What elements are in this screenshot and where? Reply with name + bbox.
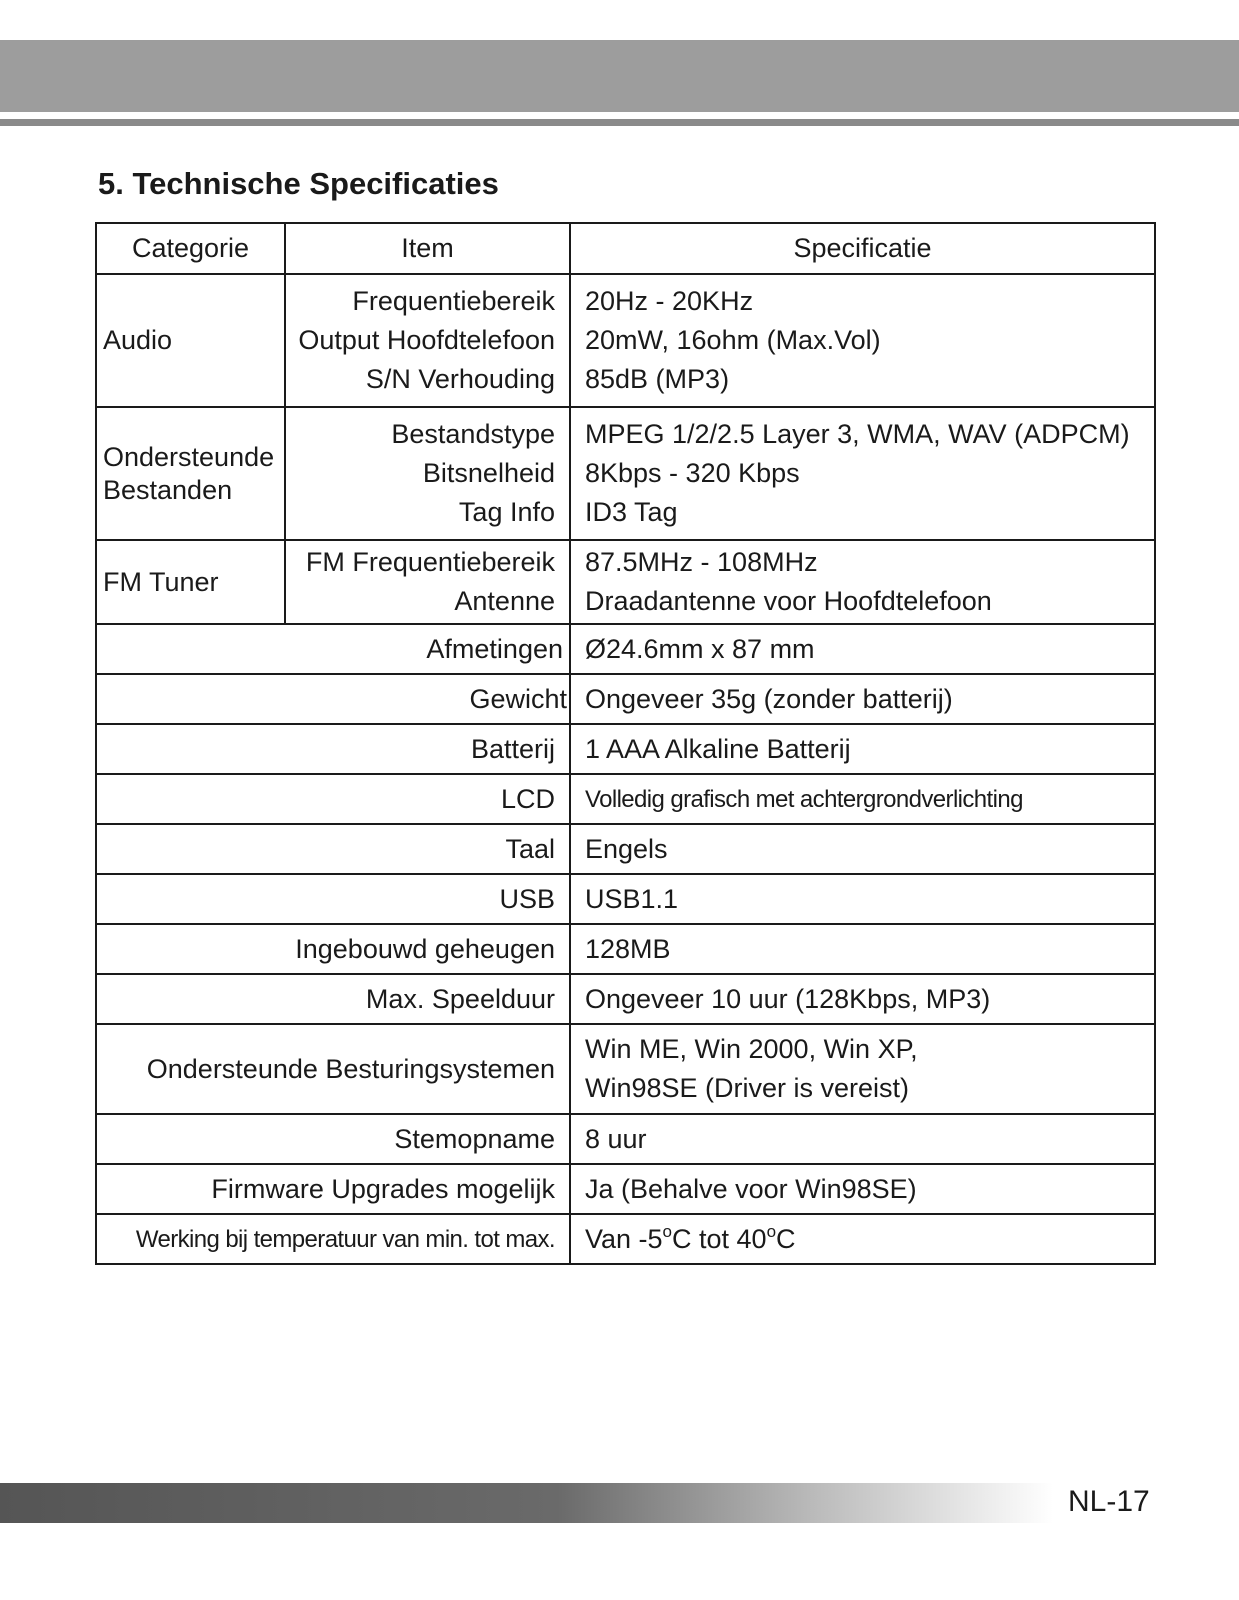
spec-value: MPEG 1/2/2.5 Layer 3, WMA, WAV (ADPCM) — [585, 419, 1130, 449]
item-label: Bestandstype — [391, 419, 555, 449]
item-label: Batterij — [96, 724, 570, 774]
column-header-category: Categorie — [96, 223, 285, 274]
spec-value: USB1.1 — [570, 874, 1155, 924]
column-header-spec: Specificatie — [570, 223, 1155, 274]
table-row — [96, 774, 1155, 824]
category-files — [96, 407, 285, 540]
footer-band — [0, 1483, 1239, 1523]
spec-value: 85dB (MP3) — [585, 364, 730, 394]
spec-value: Ø24.6mm x 87 mm — [570, 624, 1155, 674]
table-row — [96, 624, 1155, 674]
item-cell — [285, 540, 570, 624]
item-label: Gewicht — [96, 674, 570, 724]
spec-table — [95, 222, 1156, 1265]
category-line: Bestanden — [103, 474, 233, 505]
spec-value: 87.5MHz - 108MHz — [585, 547, 818, 577]
spec-value: ID3 Tag — [585, 497, 678, 527]
spec-cell — [570, 407, 1155, 540]
table-row — [96, 824, 1155, 874]
table-row — [96, 974, 1155, 1024]
item-label: USB — [96, 874, 570, 924]
table-row — [96, 1164, 1155, 1214]
spec-value: 8Kbps - 320 Kbps — [585, 458, 800, 488]
table-row — [96, 674, 1155, 724]
item-label: Antenne — [454, 586, 555, 616]
item-cell — [285, 407, 570, 540]
spec-value: Draadantenne voor Hoofdtelefoon — [585, 586, 992, 616]
table-row — [96, 874, 1155, 924]
table-row — [96, 924, 1155, 974]
item-label: Output Hoofdtelefoon — [298, 325, 555, 355]
table-row-audio — [96, 274, 1155, 407]
table-row-files — [96, 407, 1155, 540]
item-label: Afmetingen — [96, 624, 570, 674]
item-label: S/N Verhouding — [365, 364, 555, 394]
degree-sign: o — [766, 1221, 777, 1241]
spec-value: Volledig grafisch met achtergrondverlichting — [570, 774, 1155, 824]
category-audio: Audio — [96, 274, 285, 407]
item-label: Ondersteunde Besturingsystemen — [96, 1024, 570, 1114]
spec-value: 1 AAA Alkaline Batterij — [570, 724, 1155, 774]
item-label: Max. Speelduur — [96, 974, 570, 1024]
item-label: Taal — [96, 824, 570, 874]
table-row — [96, 1114, 1155, 1164]
spec-cell — [570, 540, 1155, 624]
spec-value: Ongeveer 35g (zonder batterij) — [570, 674, 1155, 724]
table-row-fm-tuner — [96, 540, 1155, 624]
spec-value: 128MB — [570, 924, 1155, 974]
spec-value: Engels — [570, 824, 1155, 874]
item-label: Stemopname — [96, 1114, 570, 1164]
spec-cell — [570, 274, 1155, 407]
item-cell — [285, 274, 570, 407]
spec-text: C — [776, 1223, 796, 1254]
page-number: NL-17 — [1068, 1485, 1150, 1518]
header-band — [0, 40, 1239, 112]
table-header-row — [96, 223, 1155, 274]
table-row — [96, 1214, 1155, 1264]
item-label: Firmware Upgrades mogelijk — [96, 1164, 570, 1214]
spec-line: Win98SE (Driver is vereist) — [585, 1073, 910, 1103]
category-line: Ondersteunde — [103, 441, 275, 472]
spec-line: Win ME, Win 2000, Win XP, — [585, 1034, 918, 1064]
spec-value: 20mW, 16ohm (Max.Vol) — [585, 325, 881, 355]
category-fm-tuner: FM Tuner — [96, 540, 285, 624]
spec-value — [570, 1214, 1155, 1264]
spec-value: Ja (Behalve voor Win98SE) — [570, 1164, 1155, 1214]
header-rule — [0, 119, 1239, 126]
spec-text: Van -5 — [585, 1223, 663, 1254]
spec-value: 8 uur — [570, 1114, 1155, 1164]
spec-value — [570, 1024, 1155, 1114]
item-label: Frequentiebereik — [352, 286, 555, 316]
column-header-item: Item — [285, 223, 570, 274]
spec-text: C tot 40 — [672, 1223, 767, 1254]
page-title: 5. Technische Specificaties — [98, 166, 499, 201]
item-label: LCD — [96, 774, 570, 824]
degree-sign: o — [662, 1221, 673, 1241]
item-label: Ingebouwd geheugen — [96, 924, 570, 974]
item-label: Bitsnelheid — [422, 458, 555, 488]
spec-value: 20Hz - 20KHz — [585, 286, 754, 316]
item-label: Tag Info — [458, 497, 555, 527]
item-label: FM Frequentiebereik — [305, 547, 555, 577]
item-label: Werking bij temperatuur van min. tot max. — [96, 1214, 570, 1264]
table-row — [96, 724, 1155, 774]
table-row — [96, 1024, 1155, 1114]
spec-value: Ongeveer 10 uur (128Kbps, MP3) — [570, 974, 1155, 1024]
